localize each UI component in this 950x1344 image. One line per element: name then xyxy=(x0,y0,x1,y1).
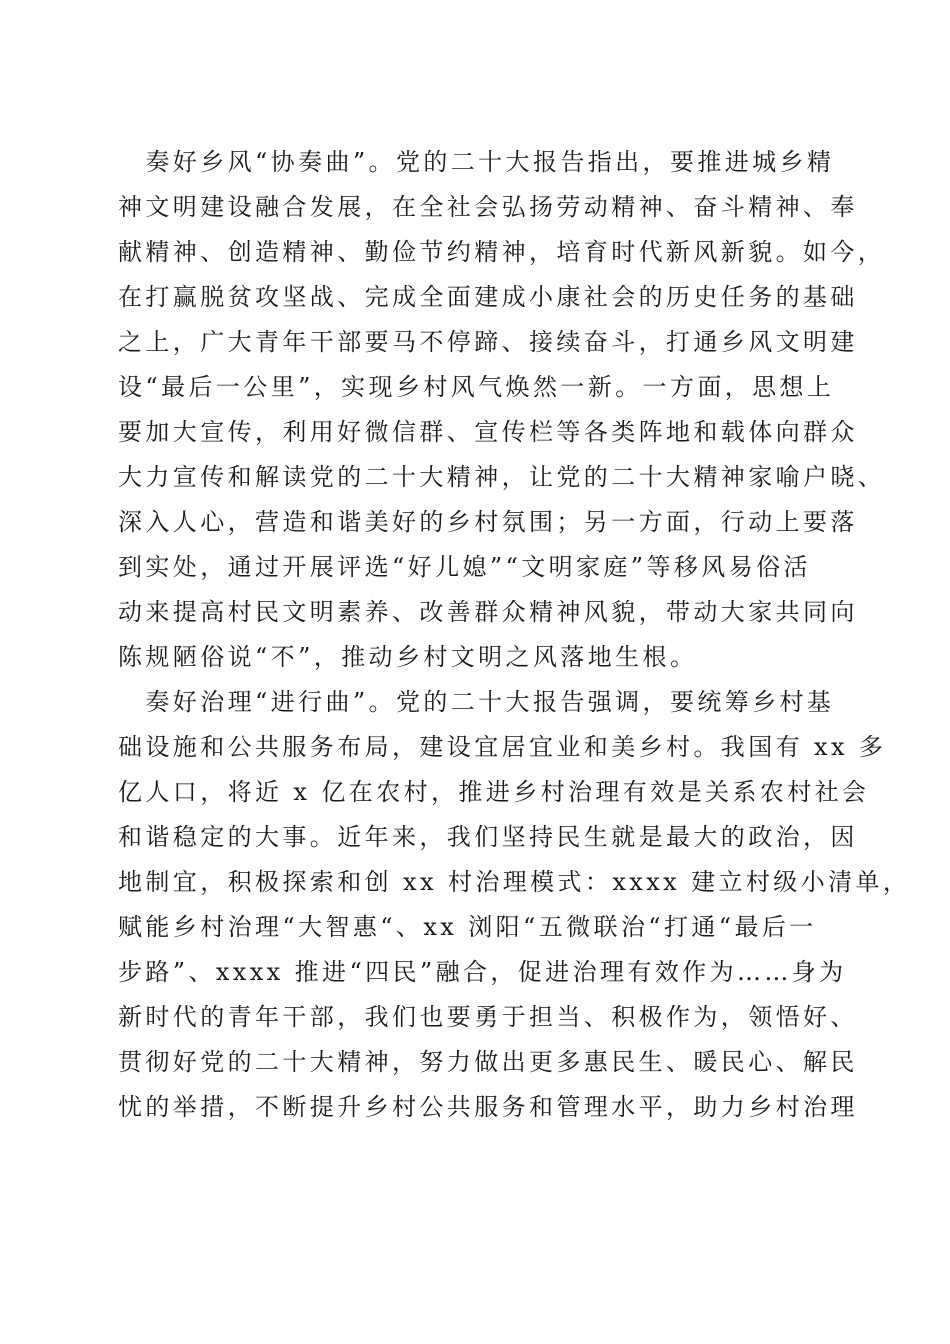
text-line: 赋能乡村治理“大智惠“、xx 浏阳“五微联治“打通“最后一 xyxy=(118,913,817,941)
text-line: 神文明建设融合发展，在全社会弘扬劳动精神、奋斗精神、奉 xyxy=(118,193,858,221)
text-line: 大力宣传和解读党的二十大精神，让党的二十大精神家喻户晓、 xyxy=(118,463,886,491)
text-line: 设“最后一公里”，实现乡村风气焕然一新。一方面，思想上 xyxy=(118,373,835,401)
text-line: 亿人口，将近 x 亿在农村，推进乡村治理有效是关系农村社会 xyxy=(118,778,870,806)
text-line: 奏好治理“进行曲”。党的二十大报告强调，要统筹乡村基 xyxy=(118,688,835,716)
text-line: 础设施和公共服务布局，建设宜居宜业和美乡村。我国有 xx 多 xyxy=(118,733,887,761)
text-line: 忧的举措，不断提升乡村公共服务和管理水平，助力乡村治理 xyxy=(118,1093,858,1121)
text-line: 奏好乡风“协奏曲”。党的二十大报告指出，要推进城乡精 xyxy=(118,148,835,176)
text-line: 陈规陋俗说“不”，推动乡村文明之风落地生根。 xyxy=(118,643,698,671)
text-line: 地制宜，积极探索和创 xx 村治理模式：xxxx 建立村级小清单， xyxy=(118,868,911,896)
text-line: 之上，广大青年干部要马不停蹄、接续奋斗，打通乡风文明建 xyxy=(118,328,858,356)
text-line: 在打赢脱贫攻坚战、完成全面建成小康社会的历史任务的基础 xyxy=(118,283,858,311)
text-line: 步路”、xxxx 推进“四民”融合，促进治理有效作为……身为 xyxy=(118,958,847,986)
text-line: 献精神、创造精神、勤俭节约精神，培育时代新风新貌。如今， xyxy=(118,238,886,266)
text-line: 到实处，通过开展评选“好儿媳”“文明家庭”等移风易俗活 xyxy=(118,553,811,581)
text-line: 贯彻好党的二十大精神，努力做出更多惠民生、暖民心、解民 xyxy=(118,1048,858,1076)
text-line: 要加大宣传，利用好微信群、宣传栏等各类阵地和载体向群众 xyxy=(118,418,858,446)
text-line: 新时代的青年干部，我们也要勇于担当、积极作为，领悟好、 xyxy=(118,1003,858,1031)
text-line: 和谐稳定的大事。近年来，我们坚持民生就是最大的政治，因 xyxy=(118,823,858,851)
text-line: 深入人心，营造和谐美好的乡村氛围；另一方面，行动上要落 xyxy=(118,508,858,536)
text-line: 动来提高村民文明素养、改善群众精神风貌，带动大家共同向 xyxy=(118,598,858,626)
